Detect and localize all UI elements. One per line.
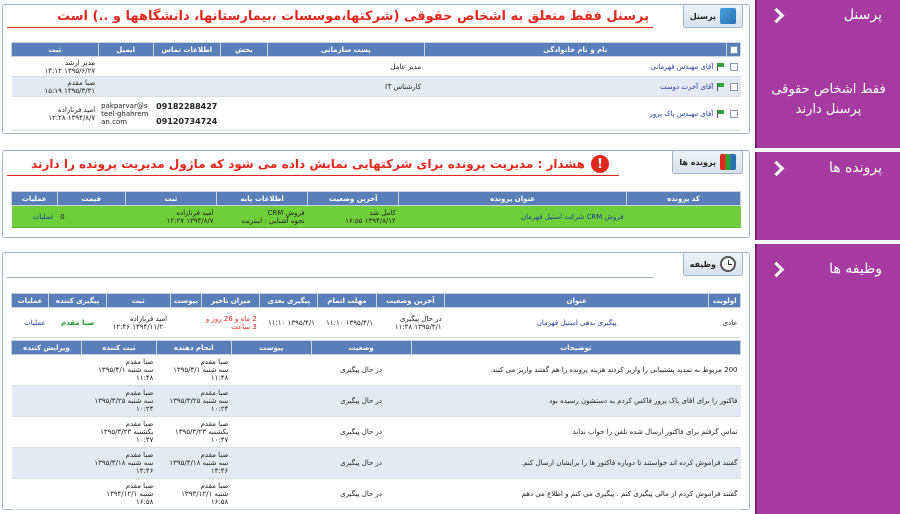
table-row[interactable]: [12, 97, 741, 131]
task-next-followup: ۱۳۹۵/۴/۱ ۱۱:۱۰: [260, 308, 318, 338]
file-status: [308, 206, 399, 228]
exclamation-icon: !: [591, 155, 609, 173]
followup-status: در حال پیگیری: [311, 479, 411, 510]
followup-editor: [12, 448, 82, 479]
base-info-1: فروش CRM: [267, 208, 305, 217]
registrar-date: سه شنبه ۱۳۹۵/۳/۲۵: [94, 397, 154, 405]
followup-registrar: [81, 386, 156, 417]
followup-row[interactable]: [12, 355, 741, 386]
task-register: [107, 308, 170, 338]
registrar-name: صبا مقدم: [125, 420, 154, 428]
register-user: امید فرنازاده: [176, 208, 214, 217]
files-table: [11, 191, 741, 228]
doer-time: ۱۰:۴۷: [210, 436, 229, 444]
person-register: [12, 57, 99, 77]
doer-time: ۱۴:۴۶: [210, 467, 229, 475]
followup-status: در حال پیگیری: [311, 417, 411, 448]
doer-name: صبا مقدم: [200, 358, 229, 366]
followup-status: در حال پیگیری: [311, 386, 411, 417]
file-actions-link[interactable]: عملیات: [32, 212, 55, 221]
col-register[interactable]: ثبت: [125, 192, 216, 206]
followup-description: 200 مربوط به تمدید پشتیبانی را واریز کردند هزینه پرونده را هم گفتند واریز می کنند.: [411, 355, 740, 386]
task-followups-table: [11, 340, 741, 510]
tab-files[interactable]: [672, 150, 743, 174]
tab-personnel-label: پرسنل: [689, 11, 716, 21]
col-actions[interactable]: عملیات: [12, 192, 58, 206]
doer-name: صبا مقدم: [200, 451, 229, 459]
row-checkbox[interactable]: [730, 110, 738, 118]
file-title-link[interactable]: فروش CRM شرکت استیل قهرمان: [521, 212, 624, 221]
col-actions[interactable]: عملیات: [12, 294, 49, 308]
person-name-link[interactable]: آقای آخرت دوست: [659, 82, 714, 91]
col-next-followup[interactable]: پیگیری بعدی: [260, 294, 318, 308]
col-post[interactable]: پست سازمانی: [268, 43, 425, 57]
person-icon: [720, 8, 736, 24]
task-priority: عادی: [709, 308, 741, 338]
register-user: امید فرنازاده: [58, 105, 96, 114]
person-dept: [220, 77, 267, 97]
followup-attachment: [231, 479, 311, 510]
doer-time: ۱۶:۵۸: [210, 498, 229, 506]
followup-doer: [156, 448, 231, 479]
person-email: [98, 77, 153, 97]
task-actions-link[interactable]: عملیات: [24, 318, 46, 327]
col-priority[interactable]: اولویت: [709, 294, 741, 308]
followup-description: گفتند فراموش کردم از مالی پیگیری کنم . پیگیری می کنم و اطلاع می دهم: [411, 479, 740, 510]
followup-editor: [12, 355, 82, 386]
registrar-date: یکشنبه ۱۳۹۵/۳/۲۳: [100, 428, 154, 436]
followup-row[interactable]: [12, 386, 741, 417]
right-sidebar: [755, 0, 900, 514]
status-date: ۱۳۹۴/۸/۱۲ ۱۶:۵۵: [345, 216, 396, 225]
followup-editor: [12, 417, 82, 448]
sidebar-panel-personnel[interactable]: [755, 0, 900, 148]
registrar-name: صبا مقدم: [125, 358, 154, 366]
tab-personnel[interactable]: [683, 4, 743, 28]
divider: [7, 277, 653, 278]
sidebar-files-label: پرونده ها: [828, 160, 882, 176]
col-doer[interactable]: انجام دهنده: [156, 341, 231, 355]
task-delay: 2 ماه و 26 روز و 3 ساعت: [202, 308, 260, 338]
col-register[interactable]: ثبت: [12, 43, 99, 57]
registrar-time: ۱۰:۲۴: [135, 405, 154, 413]
personnel-section: [2, 4, 750, 134]
files-warning-text: هشدار : مدیریت پرونده برای شرکتهایی نمایش داده می شود که ماژول مدیریت پرونده را دارند: [31, 157, 585, 171]
task-attachment: [170, 308, 202, 338]
flag-icon: [716, 110, 724, 118]
followup-registrar: [81, 355, 156, 386]
divider: [7, 175, 619, 176]
col-register[interactable]: ثبت: [107, 294, 170, 308]
followup-description: تماس گرفتم برای فاکتور ارسال شده تلفن را جواب نداند: [411, 417, 740, 448]
registrar-name: صبا مقدم: [125, 482, 154, 490]
doer-name: صبا مقدم: [200, 482, 229, 490]
doer-date: یکشنبه ۱۳۹۵/۳/۲۳: [174, 428, 229, 436]
followup-registrar: [81, 448, 156, 479]
file-register: [125, 206, 216, 228]
register-date: ۱۳۹۴/۸/۷ ۱۲:۲۸: [48, 113, 96, 122]
registrar-time: ۱۱:۴۸: [135, 374, 154, 382]
person-name-link[interactable]: آقای مهندس قهرمانی: [650, 62, 714, 71]
col-attachment[interactable]: پیوست: [231, 341, 311, 355]
doer-time: ۱۱:۴۸: [210, 374, 229, 382]
person-name-link[interactable]: آقای مهندس پاک پرور: [649, 109, 714, 118]
person-contact: [153, 77, 220, 97]
registrar-time: ۱۶:۵۸: [135, 498, 154, 506]
followup-doer: [156, 417, 231, 448]
files-warning: [31, 155, 609, 173]
col-base-info[interactable]: اطلاعات پایه: [217, 192, 308, 206]
register-date: ۱۳۹۴/۸/۷ ۱۲:۲۷: [166, 216, 214, 225]
task-title-link[interactable]: پیگیری بدهی استیل قهرمان: [536, 318, 617, 327]
register-date: ۱۳۹۴/۱۱/۲۰ ۱۲:۴۶: [112, 322, 168, 331]
doer-date: سه شنبه ۱۳۹۵/۳/۲۵: [169, 397, 229, 405]
select-all-header[interactable]: [727, 43, 741, 57]
phone-2: 09120734724: [156, 116, 218, 126]
tab-tasks[interactable]: [683, 252, 743, 276]
doer-time: ۱۰:۲۴: [210, 405, 229, 413]
register-date: ۱۳۹۵/۳/۳۱ ۱۵:۱۹: [44, 86, 96, 95]
person-email: [98, 57, 153, 77]
table-row[interactable]: [12, 77, 741, 97]
register-user: مدیر ارشد: [64, 58, 96, 67]
base-info-2: نحوه آشنایی : اینترنت: [241, 216, 305, 225]
tasks-table: [11, 293, 741, 338]
registrar-date: شنبه ۱۳۹۴/۱۲/۱: [106, 490, 154, 498]
registrar-name: صبا مقدم: [125, 451, 154, 459]
chevron-right-icon[interactable]: [769, 8, 783, 22]
doer-name: صبا مقدم: [200, 389, 229, 397]
sidebar-tasks-label: وظیفه ها: [829, 261, 882, 277]
row-checkbox[interactable]: [730, 63, 738, 71]
person-post: [268, 97, 425, 131]
person-register: [12, 77, 99, 97]
col-status[interactable]: وضعیت: [311, 341, 411, 355]
table-row[interactable]: [12, 308, 741, 338]
clock-icon: [720, 256, 736, 272]
followup-doer: [156, 386, 231, 417]
sidebar-panel-files[interactable]: [755, 152, 900, 240]
col-dept[interactable]: بخش: [220, 43, 267, 57]
person-contact: [153, 57, 220, 77]
followup-status: در حال پیگیری: [311, 355, 411, 386]
register-user: امید فرنازاده: [129, 314, 168, 323]
divider: [7, 27, 653, 28]
followup-editor: [12, 386, 82, 417]
register-user: صبا مقدم: [67, 78, 96, 87]
status-date: ۱۳۹۵/۴/۱ ۱۱:۴۸: [394, 322, 442, 331]
followup-registrar: [81, 417, 156, 448]
personnel-table: [11, 42, 741, 131]
tasks-section: [2, 252, 750, 510]
doer-date: سه شنبه ۱۳۹۵/۴/۱: [173, 366, 229, 374]
table-row[interactable]: [12, 206, 741, 228]
col-price[interactable]: قیمت: [57, 192, 125, 206]
followup-row[interactable]: [12, 448, 741, 479]
file-base-info: [217, 206, 308, 228]
doer-name: صبا مقدم: [200, 420, 229, 428]
person-dept: [220, 97, 267, 131]
followup-description: فاکتور را برای اقای پاک پرور فاکس کردم به دستشون رسیده بود: [411, 386, 740, 417]
followup-attachment: [231, 355, 311, 386]
row-checkbox[interactable]: [730, 83, 738, 91]
col-name[interactable]: نام و نام خانوادگی: [424, 43, 726, 57]
personnel-title: پرسنل فقط متعلق به اشخاص حقوقی (شرکتها،موسسات ،بیمارستانها، دانشگاهها و ..) است: [57, 9, 649, 24]
followup-attachment: [231, 417, 311, 448]
followup-doer: [156, 355, 231, 386]
registrar-name: صبا مقدم: [125, 389, 154, 397]
sidebar-panel-tasks[interactable]: [755, 244, 900, 514]
chevron-right-icon[interactable]: [769, 262, 783, 276]
registrar-time: ۱۴:۴۶: [135, 467, 154, 475]
doer-date: سه شنبه ۱۳۹۵/۳/۱۸: [169, 459, 229, 467]
col-email[interactable]: ایمیل: [98, 43, 153, 57]
file-price: 0: [57, 206, 125, 228]
select-all-checkbox[interactable]: [730, 46, 738, 54]
followup-row[interactable]: [12, 479, 741, 510]
col-title[interactable]: عنوان: [445, 294, 709, 308]
person-email: pakparvar@steel-ghahreman.com: [98, 97, 153, 131]
col-deadline[interactable]: مهلت اتمام: [318, 294, 376, 308]
person-post: کارشناس IT: [268, 77, 425, 97]
followup-description: گفتند فراموش کرده اند خواستند تا دوباره فاکتور ها را برایشان ارسال کنم.: [411, 448, 740, 479]
files-section: [2, 150, 750, 238]
flag-icon: [716, 63, 724, 71]
followup-row[interactable]: [12, 417, 741, 448]
col-file-title[interactable]: عنوان پرونده: [399, 192, 627, 206]
sidebar-personnel-desc: فقط اشخاص حقوقی پرسنل دارند: [771, 82, 886, 117]
status-text: در حال پیگیری: [399, 314, 442, 323]
col-attachment[interactable]: پیوست: [170, 294, 202, 308]
phone-1: 09182288427: [156, 101, 218, 111]
registrar-time: ۱۰:۴۷: [135, 436, 154, 444]
task-status: [376, 308, 445, 338]
tab-tasks-label: وظیفه: [689, 259, 716, 269]
col-follower[interactable]: پیگیری کننده: [49, 294, 107, 308]
registrar-date: سه شنبه ۱۳۹۵/۴/۱: [98, 366, 154, 374]
followup-editor: [12, 479, 82, 510]
col-description[interactable]: توضیحات: [411, 341, 740, 355]
folders-icon: [720, 154, 736, 170]
col-last-status[interactable]: آخرین وضعیت: [308, 192, 399, 206]
col-delay[interactable]: میزان تاخیر: [202, 294, 260, 308]
sidebar-personnel-label: پرسنل: [843, 7, 882, 23]
followup-attachment: [231, 448, 311, 479]
status-text: کامل شد: [369, 208, 396, 217]
person-post: مدیر عامل: [268, 57, 425, 77]
file-code: [627, 206, 741, 228]
register-date: ۱۳۹۵/۶/۲۷ ۱۴:۱۲: [44, 66, 96, 75]
col-registrar[interactable]: ثبت کننده: [81, 341, 156, 355]
table-row[interactable]: [12, 57, 741, 77]
doer-date: شنبه ۱۳۹۴/۱۲/۱: [181, 490, 229, 498]
followup-attachment: [231, 386, 311, 417]
person-register: [12, 97, 99, 131]
task-deadline: ۱۳۹۵/۴/۱ ۱۱:۱۰: [318, 308, 376, 338]
col-last-status[interactable]: آخرین وضعیت: [376, 294, 445, 308]
col-contact[interactable]: اطلاعات تماس: [153, 43, 220, 57]
col-file-code[interactable]: کد پرونده: [627, 192, 741, 206]
followup-status: در حال پیگیری: [311, 448, 411, 479]
tab-files-label: پرونده ها: [679, 157, 716, 167]
followup-registrar: [81, 479, 156, 510]
registrar-date: سه شنبه ۱۳۹۵/۳/۱۸: [94, 459, 154, 467]
person-dept: [220, 57, 267, 77]
task-follower: صبا مقدم: [49, 308, 107, 338]
person-contact: [153, 97, 220, 131]
flag-icon: [716, 83, 724, 91]
followup-doer: [156, 479, 231, 510]
col-editor[interactable]: ویرایش کننده: [12, 341, 82, 355]
chevron-right-icon[interactable]: [769, 161, 783, 175]
